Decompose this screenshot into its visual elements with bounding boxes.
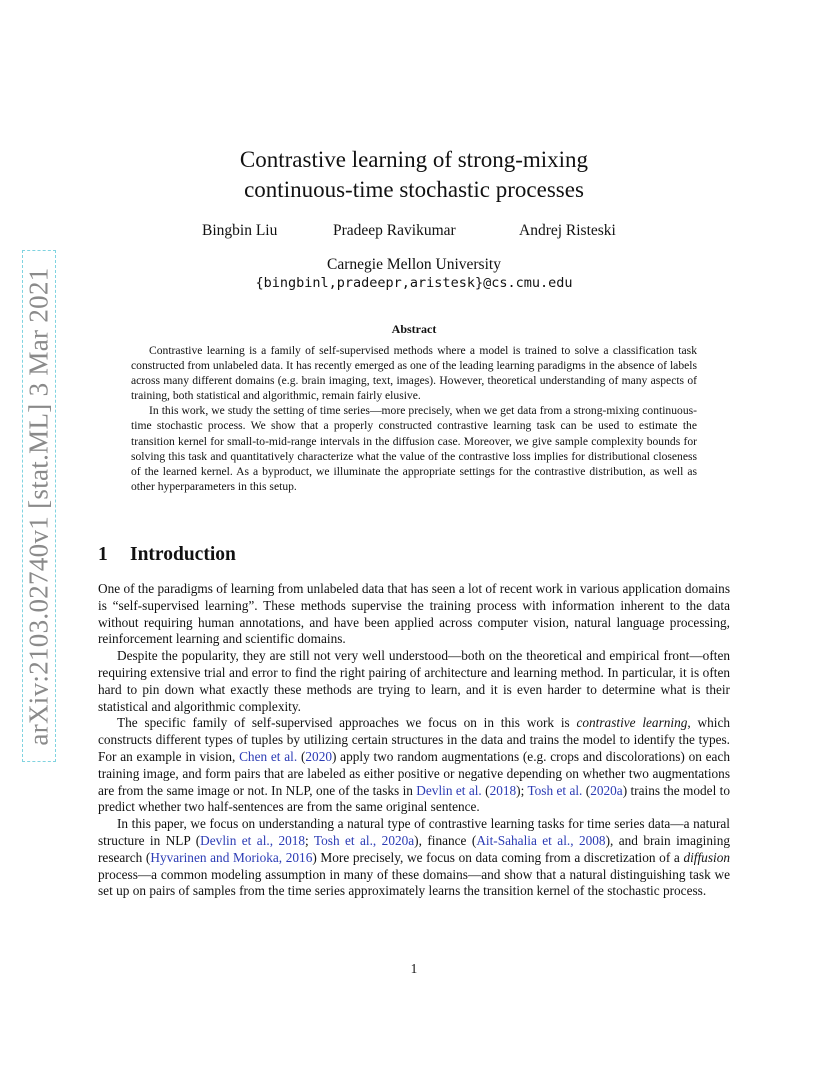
citation-link[interactable]: Tosh et al., 2020a bbox=[313, 832, 415, 848]
section-title: Introduction bbox=[130, 544, 236, 565]
arxiv-identifier-stamp bbox=[20, 248, 58, 764]
citation-link[interactable]: 2020a bbox=[590, 782, 623, 798]
section-heading bbox=[98, 544, 236, 566]
paper-title-line-2: continuous-time stochastic processes bbox=[244, 177, 584, 202]
page-number: 1 bbox=[410, 961, 418, 976]
abstract-paragraph: In this work, we study the setting of time series—more precisely, when we get data from a strong-mixing continuous-time stochastic process. We show that a properly constructed contrastive learning task can be used to estimate the transition kernel for small-to-mid-range intervals in the diffusion case. Moreover, we give sample complexity bounds for solving this task and quantitatively characterize what the value of the contrastive loss implies for distributional closeness of the learned kernel. As a byproduct, we illuminate the appropriate settings for the contrastive distribution, as well as other hyperparameters in this setup. bbox=[131, 404, 697, 493]
citation-link[interactable]: Hyvarinen and Morioka, 2016 bbox=[150, 849, 313, 865]
abstract-heading: Abstract bbox=[391, 322, 437, 336]
abstract-body bbox=[131, 343, 697, 494]
citation-link[interactable]: 2018 bbox=[489, 782, 517, 798]
body-paragraph: One of the paradigms of learning from unlabeled data that has seen a lot of recent work in various application domains is “self-supervised learning”. These methods supervise the training process with information inherent to the data without requiring human annotations, and have been applied across computer vision, natural language processing, reinforcement learning and scientific domains. bbox=[98, 581, 730, 647]
emphasis: contrastive learning bbox=[576, 715, 688, 731]
author-name: Andrej Risteski bbox=[519, 222, 616, 239]
affiliation-institution: Carnegie Mellon University bbox=[327, 256, 501, 273]
author-name: Pradeep Ravikumar bbox=[333, 222, 456, 239]
paper-title-line-1: Contrastive learning of strong-mixing bbox=[239, 147, 589, 172]
body-paragraph: Despite the popularity, they are still not very well understood—both on the theoretical and empirical front—often requiring extensive trial and error to find the right pairing of architecture and learning method. In particular, it is often hard to pin down what exactly these methods are trying to learn, and it is even harder to determine what is their statistical and algorithmic complexity. bbox=[98, 648, 730, 714]
introduction-body bbox=[98, 581, 730, 900]
citation-link[interactable]: Chen et al. bbox=[239, 748, 298, 764]
body-paragraph: The specific family of self-supervised approaches we focus on in this work is contrastive learning, which constructs different types of tuples by utilizing certain structures in the data and trains the model to identify the types. For an example in vision, Chen et al. (2020) apply two random augmentations (e.g. crops and discolorations) on each training image, and form pairs that are labeled as either positive or negative depending on whether two augmentations are from the same image or not. In NLP, one of the tasks in Devlin et al. (2018); Tosh et al. (2020a) trains the model to predict whether two half-sentences are from the same original sentence. bbox=[98, 715, 731, 815]
citation-link[interactable]: 2020 bbox=[305, 748, 332, 764]
citation-link[interactable]: Devlin et al. bbox=[416, 782, 482, 798]
arxiv-id-text: arXiv:2103.02740v1 [stat.ML] 3 Mar 2021 bbox=[23, 266, 54, 746]
affiliation-email: {bingbinl,pradeepr,aristesk}@cs.cmu.edu bbox=[255, 275, 573, 291]
emphasis: diffusion bbox=[683, 849, 730, 865]
author-name: Bingbin Liu bbox=[202, 222, 278, 239]
section-number: 1 bbox=[98, 544, 108, 565]
citation-link[interactable]: Tosh et al. bbox=[527, 782, 583, 798]
abstract-paragraph: Contrastive learning is a family of self-supervised methods where a model is trained to solve a classification task constructed from unlabeled data. It has recently emerged as one of the leading learning paradigms in the absence of labels across many different domains (e.g. brain imaging, text, images). However, theoretical understanding of many aspects of training, both statistical and algorithmic, remain fairly elusive. bbox=[131, 344, 697, 403]
citation-link[interactable]: Ait-Sahalia et al., 2008 bbox=[476, 832, 606, 848]
body-paragraph: In this paper, we focus on understanding a natural type of contrastive learning tasks for time series data—a natural structure in NLP (Devlin et al., 2018; Tosh et al., 2020a), finance (Ait-Sahalia et al., 2008), and brain imagining research (Hyvarinen and Morioka, 2016) More precisely, we focus on data coming from a discretization of a diffusion process—a common modeling assumption in many of these domains—and show that a natural distinguishing task we set up on pairs of samples from the time series approximately learns the transition kernel of the stochastic process. bbox=[98, 816, 731, 899]
citation-link[interactable]: Devlin et al., 2018 bbox=[200, 832, 306, 848]
